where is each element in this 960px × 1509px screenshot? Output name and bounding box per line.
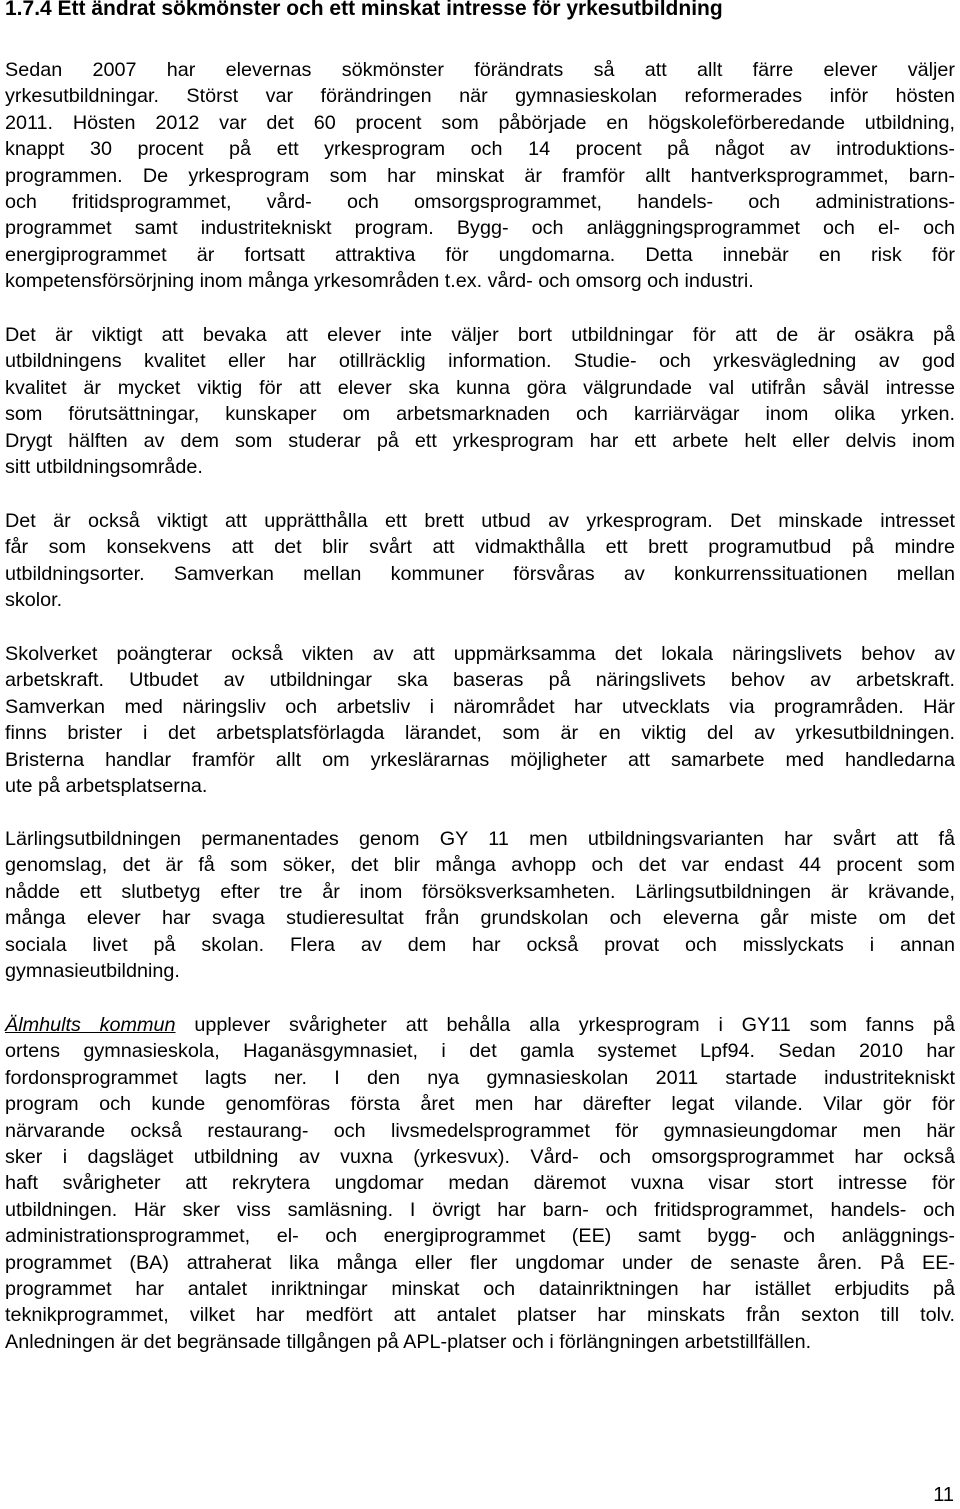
paragraph-line: Bristerna handlar framför allt om yrkeslärarnas möjligheter att samarbete med handledarna	[5, 748, 955, 771]
paragraph-line: programmet samt industritekniskt program. Bygg- och anläggningsprogrammet och el- och	[5, 217, 955, 240]
paragraph-vagledning	[5, 322, 955, 480]
paragraph-line: och fritidsprogrammet, vård- och omsorgsprogrammet, handels- och administrations-	[5, 190, 955, 213]
page-number: 11	[933, 1484, 954, 1506]
paragraph-line: energiprogrammet är fortsatt attraktiva för ungdomarna. Detta innebär en risk för	[5, 243, 955, 266]
paragraph-line: program och kunde genomföras första året men har därefter legat vilande. Vilar gör för	[5, 1093, 955, 1116]
paragraph-line: fordonsprogrammet lagts ner. I den nya gymnasieskolan 2011 startade industritekniskt	[5, 1066, 955, 1089]
paragraph-line: ute på arbetsplatserna.	[5, 774, 208, 797]
paragraph-line: Sedan 2007 har elevernas sökmönster förändrats så att allt färre elever väljer	[5, 59, 955, 81]
paragraph-line: programmet har antalet inriktningar minskat och datainriktningen har istället erbjudits på	[5, 1277, 955, 1300]
paragraph-line: Samverkan med näringsliv och arbetsliv i närområdet har utvecklats via programråden. Här	[5, 695, 955, 718]
paragraph-larling	[5, 826, 955, 984]
paragraph-line: Lärlingsutbildningen permanentades genom GY 11 men utbildningsvarianten har svårt att få	[5, 828, 955, 850]
paragraph-line: kompetensförsörjning inom många yrkesområden t.ex. vård- och omsorg och industri.	[5, 270, 754, 293]
paragraph-line: nådde ett slutbetyg efter tre år inom försöksverksamheten. Lärlingsutbildningen är krävande,	[5, 880, 955, 903]
paragraph-line: som förutsättningar, kunskaper om arbetsmarknaden och karriärvägar inom olika yrken.	[5, 403, 955, 426]
paragraph-line: utbildningens kvalitet eller har otillräcklig information. Studie- och yrkesvägledning av god	[5, 350, 955, 373]
paragraph-line: många elever har svaga studieresultat från grundskolan och eleverna går miste om det	[5, 907, 955, 930]
paragraph-line: sociala livet på skolan. Flera av dem har också provat och misslyckats i annan	[5, 933, 955, 956]
paragraph-line: knappt 30 procent på ett yrkesprogram och 14 procent på något av introduktions-	[5, 138, 955, 161]
section-heading: 1.7.4 Ett ändrat sökmönster och ett minskat intresse för yrkesutbildning	[5, 0, 723, 20]
paragraph-line: 2011. Hösten 2012 var det 60 procent som påbörjade en högskoleförberedande utbildning,	[5, 111, 955, 134]
paragraph-line: administrationsprogrammet, el- och energiprogrammet (EE) samt bygg- och anläggnings-	[5, 1225, 955, 1248]
paragraph-line: Anledningen är det begränsade tillgången på APL-platser och i förlängningen arbetstillfällen.	[5, 1330, 812, 1353]
paragraph-line: sker i dagsläget utbildning av vuxna (yrkesvux). Vård- och omsorgsprogrammet har också	[5, 1145, 955, 1168]
paragraph-line: Skolverket poängterar också vikten av att uppmärksamma det lokala näringslivets behov av	[5, 643, 955, 665]
paragraph-sokmonster	[5, 57, 955, 295]
paragraph-line: Det är viktigt att bevaka att elever inte väljer bort utbildningar för att de är osäkra på	[5, 324, 955, 346]
paragraph-utbud	[5, 508, 955, 614]
paragraph-line: arbetskraft. Utbudet av utbildningar ska baseras på näringslivets behov av arbetskraft.	[5, 669, 955, 692]
paragraph-line: yrkesutbildningar. Störst var förändringen när gymnasieskolan reformerades inför hösten	[5, 85, 955, 108]
paragraph-line	[5, 1012, 955, 1038]
paragraph-line: utbildningen. Här sker viss samläsning. I övrigt har barn- och fritidsprogrammet, handels- och	[5, 1198, 955, 1221]
paragraph-line: teknikprogrammet, vilket har medfört att antalet platser har minskats från sexton till tolv.	[5, 1304, 955, 1327]
paragraph-almhult	[5, 1012, 955, 1355]
paragraph-line: kvalitet är mycket viktig för att elever ska kunna göra välgrundade val utifrån såväl intresse	[5, 376, 955, 399]
paragraph-line: finns brister i det arbetsplatsförlagda lärandet, som är en viktig del av yrkesutbildningen.	[5, 722, 955, 745]
paragraph-line: sitt utbildningsområde.	[5, 455, 203, 478]
paragraph-line: närvarande också restaurang- och livsmedelsprogrammet för gymnasieungdomar men här	[5, 1119, 955, 1142]
paragraph-line: haft svårigheter att rekrytera ungdomar medan däremot vuxna visar stort intresse för	[5, 1172, 955, 1195]
paragraph-line: skolor.	[5, 589, 63, 612]
municipality-name: Älmhults kommun	[5, 1014, 176, 1036]
line-text: upplever svårigheter att behålla alla yrkesprogram i GY11 som fanns på	[175, 1014, 956, 1036]
paragraph-line: Drygt hälften av dem som studerar på ett yrkesprogram har ett arbete helt eller delvis inom	[5, 429, 955, 452]
paragraph-line: ortens gymnasieskola, Haganäsgymnasiet, i det gamla systemet Lpf94. Sedan 2010 har	[5, 1040, 955, 1063]
paragraph-line: utbildningsorter. Samverkan mellan kommuner försvåras av konkurrenssituationen mellan	[5, 562, 955, 585]
paragraph-line: får som konsekvens att det blir svårt att vidmakthålla ett brett programutbud på mindre	[5, 536, 955, 559]
paragraph-line: genomslag, det är få som söker, det blir många avhopp och det var endast 44 procent som	[5, 854, 955, 877]
paragraph-line: gymnasieutbildning.	[5, 959, 180, 982]
paragraph-line: programmet (BA) attraherat lika många eller fler ungdomar under de senaste åren. På EE-	[5, 1251, 955, 1274]
paragraph-naringsliv	[5, 641, 955, 799]
paragraph-line: programmen. De yrkesprogram som har minskat är framför allt hantverksprogrammet, barn-	[5, 164, 955, 187]
paragraph-line: Det är också viktigt att upprätthålla ett brett utbud av yrkesprogram. Det minskade intresset	[5, 510, 955, 532]
